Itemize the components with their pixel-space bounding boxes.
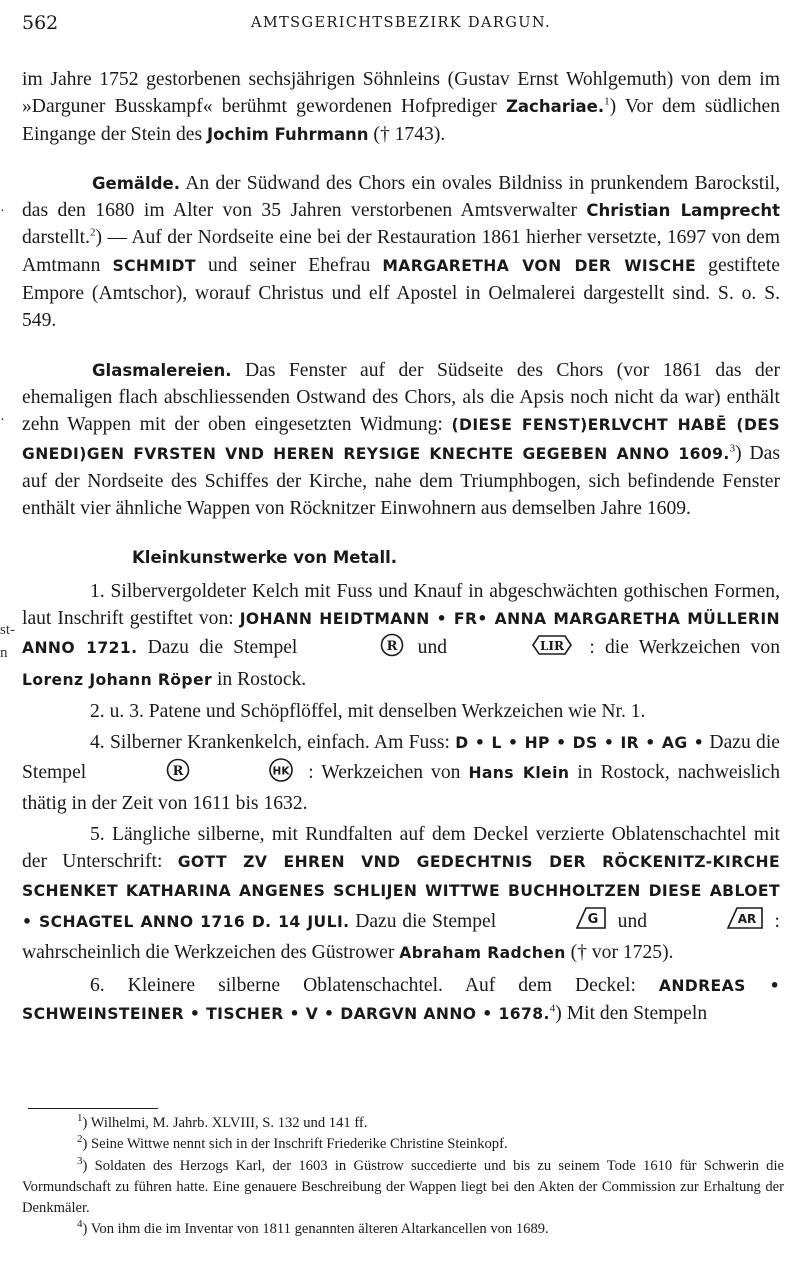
- margin-fragment: n: [0, 645, 8, 661]
- margin-fragment: st-: [0, 622, 15, 638]
- person-name: Jochim Fuhrmann: [207, 124, 369, 144]
- stamp-mark-icon: [98, 758, 190, 790]
- svg-text:HK: HK: [272, 765, 290, 778]
- main-text: [22, 66, 780, 1032]
- margin-mark: ·: [0, 203, 5, 219]
- inscription: ANDREAS • SCHWEINSTEINER • TISCHER • V • DARGVN ANNO • 1678.: [22, 976, 780, 1023]
- inscription: D • L • HP • DS • IR • AG •: [455, 734, 705, 753]
- person-name: Hans Klein: [468, 763, 570, 782]
- footnote-ref: 3: [729, 442, 736, 455]
- person-name: Christian Lamprecht: [586, 201, 780, 221]
- svg-text:LIR: LIR: [540, 639, 565, 654]
- paragraph-gemaelde: Gemälde. An der Südwand des Chors ein ovales Bildniss in prunkendem Barockstil, das den 1680 im Alter von 35 Jahren verstorbenen Amtsverwalter Christian Lamprecht darstellt.$^2$) — Auf der Nordseite eine bei der Restauration 1861 hierher versetzte, 1697 von dem Amtmann SCHMIDT und seiner Ehefrau MARGARETHA VON DER WISCHE gestiftete Empore (Amtschor), worauf Christus und elf Apostel in Oelmalerei dargestellt sind. S. o. S. 549.: [22, 172, 780, 332]
- footnote-ref: 1: [604, 95, 610, 108]
- running-title: AMTSGERICHTSBEZIRK DARGUN.: [250, 15, 552, 31]
- person-name: SCHMIDT: [112, 256, 196, 275]
- list-item: 6. Kleinere silberne Oblatenschachtel. Auf dem Deckel: ANDREAS • SCHWEINSTEINER • TISCHER • V • DARGVN ANNO • 1678.$^4$) Mit den Stempeln: [22, 974, 780, 1024]
- svg-text:AR: AR: [737, 912, 757, 927]
- margin-mark: ·: [0, 412, 5, 428]
- stamp-mark-icon: [657, 905, 765, 939]
- inscription: GOTT ZV EHREN VND GEDECHTNIS DER RÖCKENITZ-KIRCHE SCHENKET KATHARINA ANGENES SCHLIJEN WITTWE BUCHHOLTZEN DIESE ABLOET • SCHAGTEL ANNO 1716 D. 14 JULI.: [22, 853, 780, 932]
- footnote-divider: [28, 1108, 158, 1109]
- person-name: Lorenz Johann Röper: [22, 670, 213, 689]
- footnote-ref: 2: [90, 226, 96, 239]
- inscription: JOHANN HEIDTMANN • FR• ANNA MARGARETHA MÜLLERIN ANNO 1721.: [22, 610, 780, 658]
- section-heading-metal: Kleinkunstwerke von Metall.: [132, 548, 398, 568]
- section-heading: Gemälde.: [92, 173, 180, 193]
- page-number: 562: [22, 12, 59, 34]
- section-heading: Glasmalereien.: [92, 360, 232, 380]
- svg-text:R: R: [386, 639, 397, 655]
- page-header: [22, 12, 780, 42]
- list-item: 2. u. 3. Patene und Schöpflöffel, mit denselben Werkzeichen wie Nr. 1.: [90, 700, 646, 722]
- stamp-mark-icon: [506, 905, 608, 939]
- stamp-mark-icon: [198, 758, 296, 790]
- footnote: $^3$) Soldaten des Herzogs Karl, der 1603 in Güstrow succedierte und bis zu seinem Tode 1610 für Schwerin die Vormundschaft zu führen hatte. Eine genauere Beschreibung der Wappen liegt bei den Akten der Commission zur Erhaltung der Denkmäler.: [22, 1154, 784, 1217]
- person-name: Abraham Radchen: [399, 944, 566, 963]
- svg-text:R: R: [172, 763, 184, 779]
- paragraph-glasmalereien: Glasmalereien. Das Fenster auf der Südseite des Chors (vor 1861 das der ehemaligen flach abschliessenden Ostwand des Chors, als die Apsis noch nicht da war) enthält zehn Wappen mit der oben eingesetzten Widmung: (DIESE FENST)ERLVCHT HABĒ (DES GNEDI)GEN FVRSTEN VND HEREN REYSIGE KNECHTE GEGEBEN ANNO 1609.$^3$) Das auf der Nordseite des Schiffes der Kirche, nahe dem Triumphbogen, sich befindende Fenster enthält vier ähnliche Wappen von Röcknitzer Einwohnern aus demselben Jahre 1609.: [22, 359, 780, 520]
- footnote-ref: 4: [549, 1002, 556, 1015]
- svg-text:G: G: [587, 912, 599, 928]
- inscription: (DIESE FENST)ERLVCHT HABĒ (DES GNEDI)GEN FVRSTEN VND HEREN REYSIGE KNECHTE GEGEBEN ANNO 1609.: [22, 416, 780, 463]
- person-name: Zachariae.: [505, 97, 605, 117]
- footnotes: [22, 1113, 784, 1241]
- list-item: 5. Längliche silberne, mit Rundfalten auf dem Deckel verzierte Oblatenschachtel mit der Unterschrift: GOTT ZV EHREN VND GEDECHTNIS DER RÖCKENITZ-KIRCHE SCHENKET KATHARINA ANGENES SCHLIJEN WITTWE BUCHHOLTZEN DIESE ABLOET • SCHAGTEL ANNO 1716 D. 14 JULI. Dazu die Stempel G und AR : wahrscheinlich die Werkzeichen des Güstrower Abraham Radchen († vor 1725).: [22, 824, 780, 964]
- person-name: MARGARETHA VON DER WISCHE: [382, 256, 697, 275]
- footnote: $^1$) Wilhelmi, M. Jahrb. XLVIII, S. 132 und 141 ff.: [77, 1112, 368, 1131]
- footnote: $^2$) Seine Wittwe nennt sich in der Inschrift Friederike Christine Steinkopf.: [77, 1133, 508, 1153]
- list-item: 4. Silberner Krankenkelch, einfach. Am Fuss: D • L • HP • DS • IR • AG • Dazu die Stempel R HK : Werkzeichen von Hans Klein in Rostock, nachweislich thätig in der Zeit von 1611 bis 1632.: [22, 732, 780, 814]
- list-item: 1. Silbervergoldeter Kelch mit Fuss und Knauf in abgeschwächten gothischen Formen, laut Inschrift gestiftet von: JOHANN HEIDTMANN • FR• ANNA MARGARETHA MÜLLERIN ANNO 1721. Dazu die Stempel R und LIR : die Werkzeichen von Lorenz Johann Röper in Rostock.: [22, 580, 780, 690]
- stamp-mark-icon: [461, 633, 575, 665]
- paragraph-continuation: im Jahre 1752 gestorbenen sechsjährigen Söhnleins (Gustav Ernst Wohlgemuth) von dem im »Darguner Busskampf« berühmt gewordenen Hofprediger Zachariae.$^1$) Vor dem südlichen Eingange der Stein des Jochim Fuhrmann († 1743).: [22, 69, 781, 145]
- footnote: $^4$) Von ihm die im Inventar von 1811 genannten älteren Altarkancellen von 1689.: [77, 1218, 549, 1238]
- stamp-mark-icon: [312, 633, 404, 665]
